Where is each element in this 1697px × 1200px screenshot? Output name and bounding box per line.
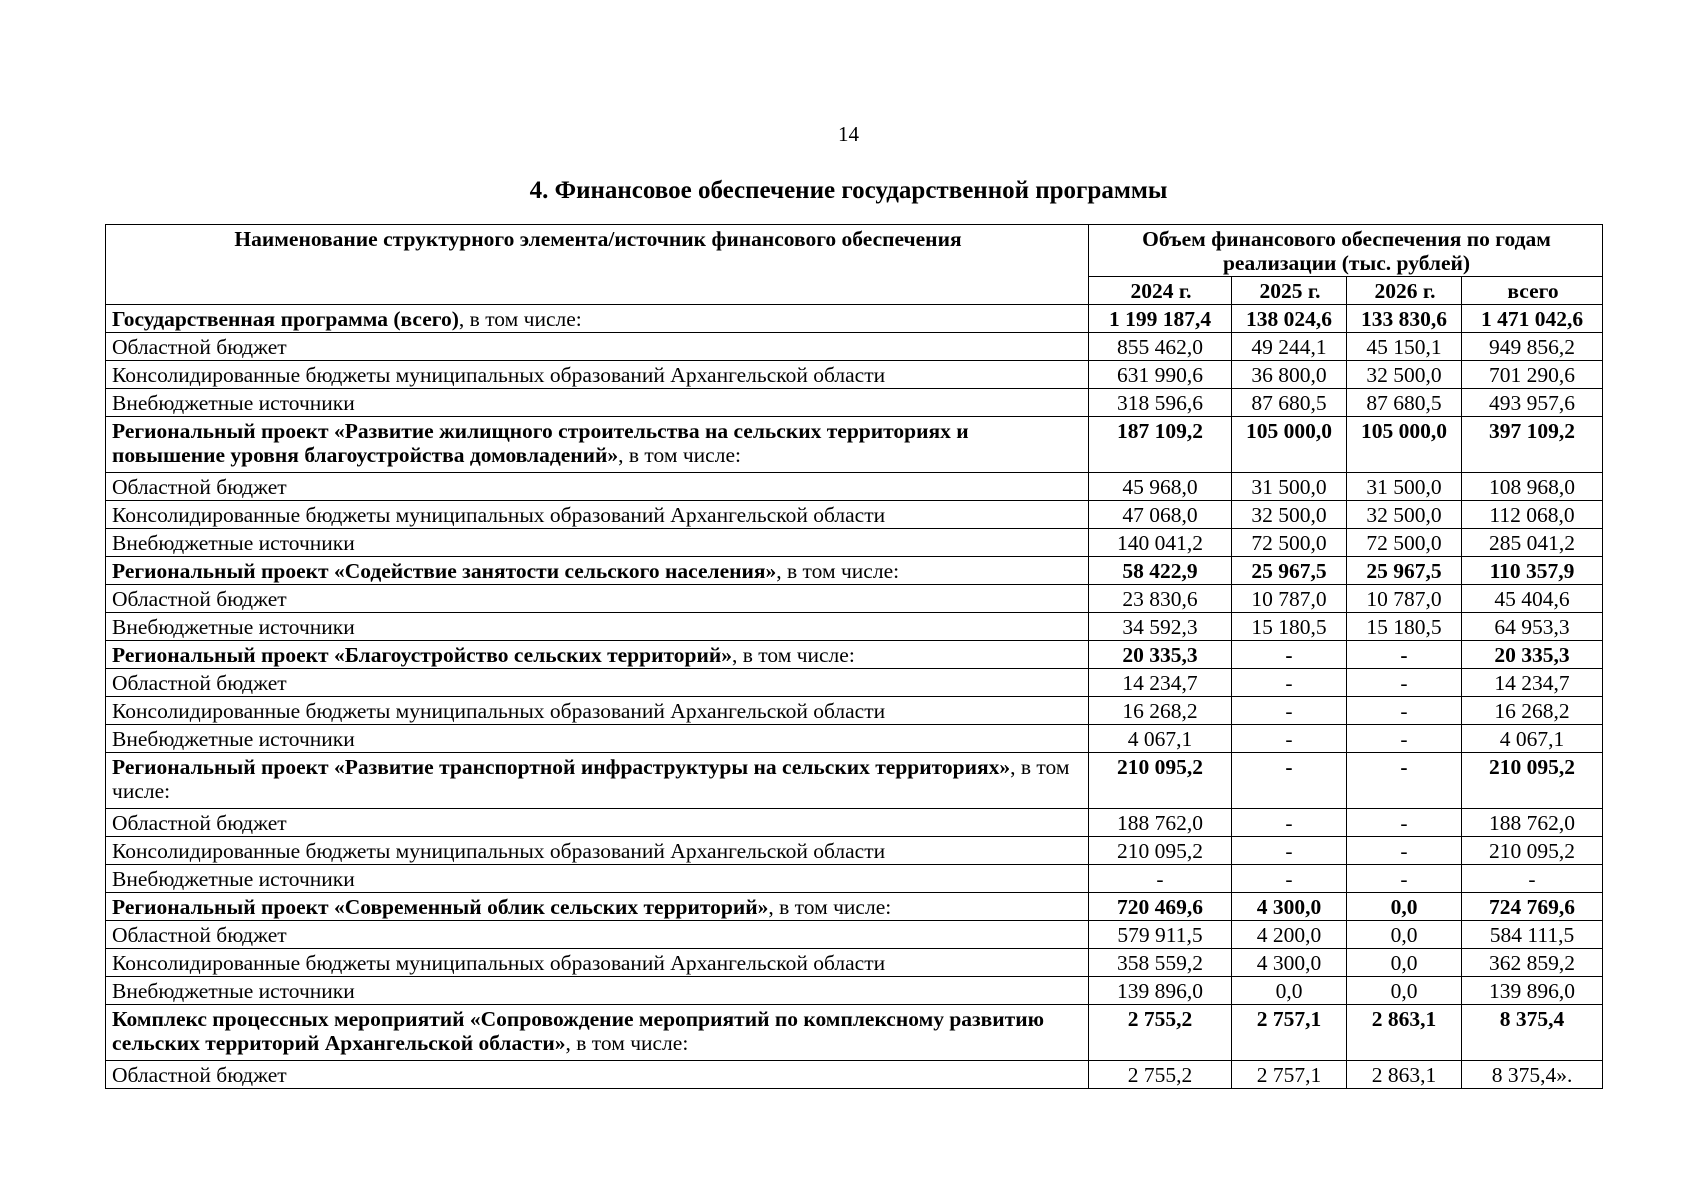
value-total-cell: 8 375,4: [1462, 1005, 1603, 1061]
row-name-text: Консолидированные бюджеты муниципальных образований Архангельской области: [112, 951, 886, 975]
value-2026-cell: 32 500,0: [1347, 501, 1462, 529]
table-row: [106, 725, 1603, 753]
value-2025-cell: 32 500,0: [1232, 501, 1347, 529]
row-name-text: , в том числе:: [768, 895, 892, 919]
row-name-text: Внебюджетные источники: [112, 531, 355, 555]
value-2024-cell: 2 755,2: [1089, 1005, 1232, 1061]
value-2025-cell: 4 300,0: [1232, 949, 1347, 977]
value-2025-cell: 31 500,0: [1232, 473, 1347, 501]
value-total-cell: 8 375,4».: [1462, 1061, 1603, 1089]
table-row: [106, 977, 1603, 1005]
row-name-cell: [106, 473, 1089, 501]
table-row-section: [106, 417, 1603, 473]
table-row-section: [106, 557, 1603, 585]
value-total-cell: 188 762,0: [1462, 809, 1603, 837]
row-name-cell: [106, 977, 1089, 1005]
value-total-cell: 112 068,0: [1462, 501, 1603, 529]
value-2025-cell: -: [1232, 697, 1347, 725]
value-2026-cell: -: [1347, 641, 1462, 669]
row-name-text: Консолидированные бюджеты муниципальных образований Архангельской области: [112, 503, 886, 527]
row-name-text: Областной бюджет: [112, 671, 287, 695]
value-total-cell: 210 095,2: [1462, 837, 1603, 865]
value-2024-cell: 188 762,0: [1089, 809, 1232, 837]
value-total-cell: 949 856,2: [1462, 333, 1603, 361]
value-2025-cell: 49 244,1: [1232, 333, 1347, 361]
value-total-cell: 4 067,1: [1462, 725, 1603, 753]
value-2024-cell: 34 592,3: [1089, 613, 1232, 641]
value-2026-cell: 0,0: [1347, 977, 1462, 1005]
value-total-cell: 14 234,7: [1462, 669, 1603, 697]
value-2024-cell: 140 041,2: [1089, 529, 1232, 557]
value-2025-cell: 72 500,0: [1232, 529, 1347, 557]
table-row: [106, 921, 1603, 949]
table-row-section: [106, 1005, 1603, 1061]
financing-table: [105, 224, 1603, 1089]
value-2025-cell: 4 300,0: [1232, 893, 1347, 921]
row-name-cell: [106, 557, 1089, 585]
value-2025-cell: -: [1232, 669, 1347, 697]
value-2025-cell: 138 024,6: [1232, 305, 1347, 333]
value-2026-cell: 45 150,1: [1347, 333, 1462, 361]
header-year-2026: 2026 г.: [1347, 277, 1462, 305]
row-name-bold: Региональный проект «Благоустройство сельских территорий»: [112, 643, 732, 667]
value-2024-cell: 187 109,2: [1089, 417, 1232, 473]
row-name-text: , в том числе:: [618, 443, 741, 467]
table-row-section: [106, 893, 1603, 921]
row-name-text: , в том числе:: [776, 559, 900, 583]
row-name-cell: [106, 893, 1089, 921]
value-total-cell: -: [1462, 865, 1603, 893]
row-name-cell: [106, 361, 1089, 389]
value-2026-cell: 32 500,0: [1347, 361, 1462, 389]
value-total-cell: 108 968,0: [1462, 473, 1603, 501]
value-2026-cell: 0,0: [1347, 893, 1462, 921]
value-2025-cell: 105 000,0: [1232, 417, 1347, 473]
value-2026-cell: -: [1347, 669, 1462, 697]
row-name-cell: [106, 333, 1089, 361]
value-2024-cell: 631 990,6: [1089, 361, 1232, 389]
row-name-text: Консолидированные бюджеты муниципальных образований Архангельской области: [112, 699, 886, 723]
value-total-cell: 139 896,0: [1462, 977, 1603, 1005]
row-name-cell: [106, 669, 1089, 697]
table-body: [106, 305, 1603, 1089]
value-2024-cell: 579 911,5: [1089, 921, 1232, 949]
value-2024-cell: 23 830,6: [1089, 585, 1232, 613]
value-2026-cell: 0,0: [1347, 949, 1462, 977]
value-total-cell: 285 041,2: [1462, 529, 1603, 557]
value-total-cell: 701 290,6: [1462, 361, 1603, 389]
value-2025-cell: -: [1232, 837, 1347, 865]
table-row: [106, 529, 1603, 557]
value-2025-cell: -: [1232, 725, 1347, 753]
value-2024-cell: 45 968,0: [1089, 473, 1232, 501]
row-name-text: Консолидированные бюджеты муниципальных образований Архангельской области: [112, 363, 886, 387]
value-2026-cell: 133 830,6: [1347, 305, 1462, 333]
value-total-cell: 45 404,6: [1462, 585, 1603, 613]
row-name-cell: [106, 585, 1089, 613]
page-number: 14: [838, 122, 859, 146]
value-2024-cell: 14 234,7: [1089, 669, 1232, 697]
row-name-cell: [106, 1061, 1089, 1089]
value-2026-cell: -: [1347, 865, 1462, 893]
value-2026-cell: 10 787,0: [1347, 585, 1462, 613]
table-row: [106, 697, 1603, 725]
header-total: всего: [1462, 277, 1603, 305]
row-name-text: , в том числе:: [112, 755, 1070, 803]
table-row: [106, 501, 1603, 529]
table-row: [106, 361, 1603, 389]
row-name-text: Консолидированные бюджеты муниципальных образований Архангельской области: [112, 839, 886, 863]
value-2025-cell: 15 180,5: [1232, 613, 1347, 641]
row-name-text: , в том числе:: [731, 643, 855, 667]
row-name-cell: [106, 697, 1089, 725]
header-year-2024: 2024 г.: [1089, 277, 1232, 305]
value-2026-cell: 2 863,1: [1347, 1005, 1462, 1061]
value-total-cell: 362 859,2: [1462, 949, 1603, 977]
value-2026-cell: 0,0: [1347, 921, 1462, 949]
value-2024-cell: 210 095,2: [1089, 753, 1232, 809]
row-name-text: Внебюджетные источники: [112, 391, 355, 415]
value-2026-cell: -: [1347, 809, 1462, 837]
value-total-cell: 493 957,6: [1462, 389, 1603, 417]
row-name-cell: [106, 949, 1089, 977]
value-2024-cell: 58 422,9: [1089, 557, 1232, 585]
value-total-cell: 1 471 042,6: [1462, 305, 1603, 333]
value-2025-cell: 0,0: [1232, 977, 1347, 1005]
row-name-text: Областной бюджет: [112, 335, 287, 359]
value-2025-cell: -: [1232, 753, 1347, 809]
value-2026-cell: 15 180,5: [1347, 613, 1462, 641]
value-2025-cell: -: [1232, 865, 1347, 893]
value-2024-cell: 16 268,2: [1089, 697, 1232, 725]
value-2025-cell: -: [1232, 809, 1347, 837]
row-name-bold: Комплекс процессных мероприятий «Сопровождение мероприятий по комплексному развитию сельских территорий Архангельской области»: [112, 1007, 1045, 1055]
table-row-section: [106, 305, 1603, 333]
table-row-section: [106, 753, 1603, 809]
value-2024-cell: 1 199 187,4: [1089, 305, 1232, 333]
value-2026-cell: 105 000,0: [1347, 417, 1462, 473]
table-row: [106, 389, 1603, 417]
row-name-bold: Региональный проект «Современный облик сельских территорий»: [112, 895, 769, 919]
header-year-2025: 2025 г.: [1232, 277, 1347, 305]
table-row: [106, 809, 1603, 837]
row-name-cell: [106, 921, 1089, 949]
row-name-text: Областной бюджет: [112, 923, 287, 947]
value-2025-cell: -: [1232, 641, 1347, 669]
value-total-cell: 584 111,5: [1462, 921, 1603, 949]
table-row: [106, 333, 1603, 361]
table-row: [106, 669, 1603, 697]
row-name-cell: [106, 641, 1089, 669]
row-name-bold: Государственная программа (всего): [112, 307, 459, 331]
row-name-text: , в том числе:: [565, 1031, 689, 1055]
row-name-text: , в том числе:: [458, 307, 582, 331]
value-total-cell: 397 109,2: [1462, 417, 1603, 473]
value-2024-cell: 358 559,2: [1089, 949, 1232, 977]
table-row: [106, 865, 1603, 893]
row-name-cell: [106, 417, 1089, 473]
row-name-cell: [106, 1005, 1089, 1061]
row-name-text: Внебюджетные источники: [112, 727, 355, 751]
value-2025-cell: 25 967,5: [1232, 557, 1347, 585]
value-2026-cell: -: [1347, 725, 1462, 753]
value-2026-cell: 31 500,0: [1347, 473, 1462, 501]
value-total-cell: 20 335,3: [1462, 641, 1603, 669]
row-name-cell: [106, 837, 1089, 865]
table-row: [106, 613, 1603, 641]
header-volume-column: Объем финансового обеспечения по годам реализации (тыс. рублей): [1089, 225, 1603, 277]
row-name-text: Внебюджетные источники: [112, 979, 355, 1003]
row-name-cell: [106, 501, 1089, 529]
row-name-cell: [106, 613, 1089, 641]
value-2026-cell: 2 863,1: [1347, 1061, 1462, 1089]
value-2025-cell: 2 757,1: [1232, 1005, 1347, 1061]
value-2024-cell: 720 469,6: [1089, 893, 1232, 921]
value-total-cell: 110 357,9: [1462, 557, 1603, 585]
table-row: [106, 585, 1603, 613]
row-name-bold: Региональный проект «Содействие занятости сельского населения»: [112, 559, 777, 583]
value-2025-cell: 2 757,1: [1232, 1061, 1347, 1089]
value-total-cell: 16 268,2: [1462, 697, 1603, 725]
value-2026-cell: 87 680,5: [1347, 389, 1462, 417]
value-2024-cell: 855 462,0: [1089, 333, 1232, 361]
value-2024-cell: 2 755,2: [1089, 1061, 1232, 1089]
row-name-bold: Региональный проект «Развитие жилищного строительства на сельских территориях и повышение уровня благоустройства домовладений»: [112, 419, 969, 467]
table-row-section: [106, 641, 1603, 669]
table-row: [106, 473, 1603, 501]
value-2024-cell: -: [1089, 865, 1232, 893]
row-name-cell: [106, 529, 1089, 557]
value-total-cell: 210 095,2: [1462, 753, 1603, 809]
row-name-bold: Региональный проект «Развитие транспортной инфраструктуры на сельских территориях»: [112, 755, 1011, 779]
value-2025-cell: 36 800,0: [1232, 361, 1347, 389]
value-2024-cell: 210 095,2: [1089, 837, 1232, 865]
header-name-column: Наименование структурного элемента/источник финансового обеспечения: [106, 225, 1089, 305]
value-2024-cell: 47 068,0: [1089, 501, 1232, 529]
value-2026-cell: 25 967,5: [1347, 557, 1462, 585]
table-row: [106, 1061, 1603, 1089]
row-name-text: Областной бюджет: [112, 811, 287, 835]
row-name-cell: [106, 753, 1089, 809]
row-name-cell: [106, 725, 1089, 753]
row-name-cell: [106, 809, 1089, 837]
row-name-text: Областной бюджет: [112, 1063, 287, 1087]
row-name-text: Внебюджетные источники: [112, 867, 355, 891]
row-name-text: Областной бюджет: [112, 587, 287, 611]
value-2026-cell: -: [1347, 753, 1462, 809]
value-2024-cell: 139 896,0: [1089, 977, 1232, 1005]
table-row: [106, 949, 1603, 977]
value-2025-cell: 4 200,0: [1232, 921, 1347, 949]
value-2025-cell: 10 787,0: [1232, 585, 1347, 613]
value-2026-cell: 72 500,0: [1347, 529, 1462, 557]
value-2024-cell: 4 067,1: [1089, 725, 1232, 753]
row-name-text: Внебюджетные источники: [112, 615, 355, 639]
value-2026-cell: -: [1347, 697, 1462, 725]
value-2024-cell: 20 335,3: [1089, 641, 1232, 669]
row-name-cell: [106, 305, 1089, 333]
table-row: [106, 837, 1603, 865]
value-total-cell: 724 769,6: [1462, 893, 1603, 921]
value-total-cell: 64 953,3: [1462, 613, 1603, 641]
value-2025-cell: 87 680,5: [1232, 389, 1347, 417]
page-title: 4. Финансовое обеспечение государственной программы: [529, 177, 1168, 204]
row-name-text: Областной бюджет: [112, 475, 287, 499]
value-2024-cell: 318 596,6: [1089, 389, 1232, 417]
value-2026-cell: -: [1347, 837, 1462, 865]
row-name-cell: [106, 389, 1089, 417]
row-name-cell: [106, 865, 1089, 893]
